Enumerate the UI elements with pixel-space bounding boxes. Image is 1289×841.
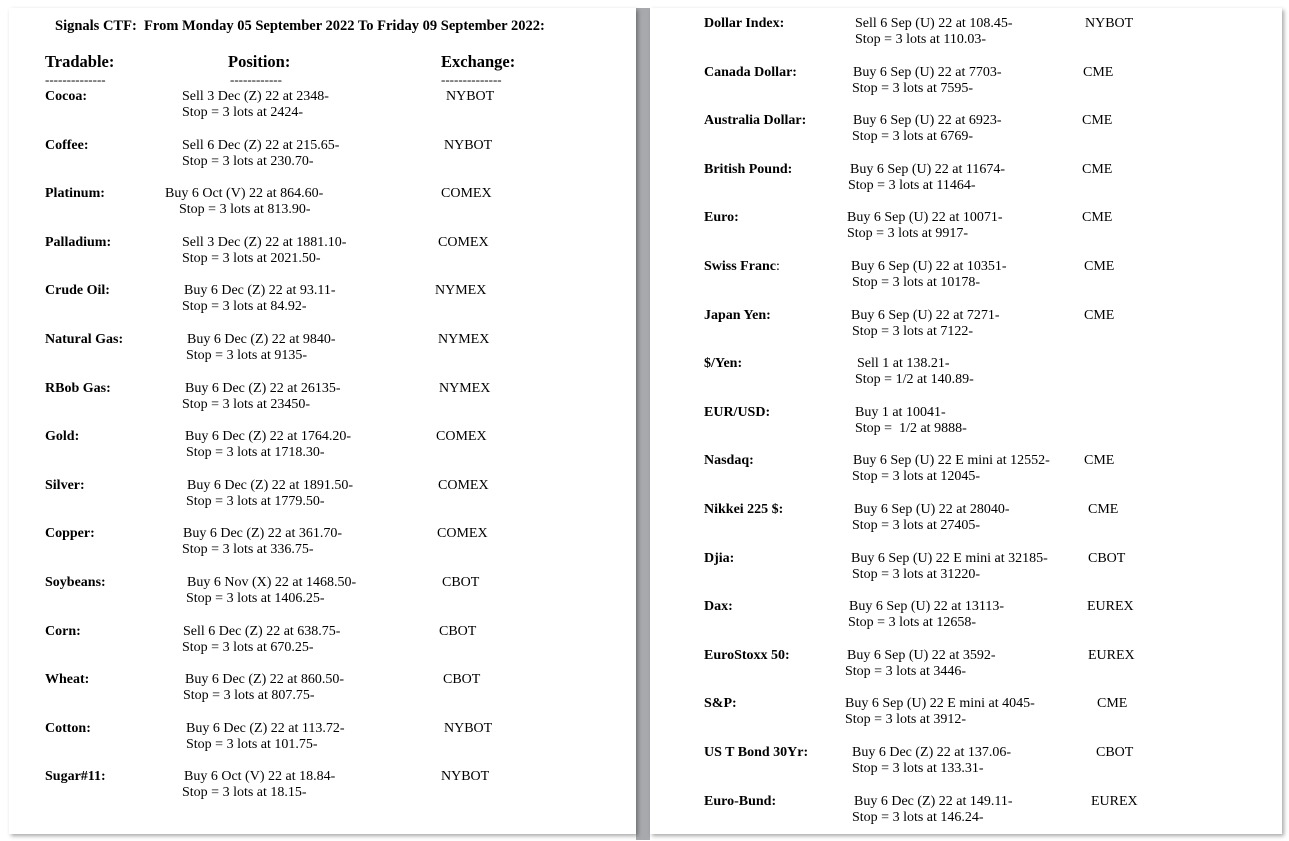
position-entry: Sell 3 Dec (Z) 22 at 2348- <box>182 89 329 104</box>
signal-row <box>650 16 1282 64</box>
exchange-name: CBOT <box>1096 745 1134 760</box>
position-entry: Buy 6 Sep (U) 22 at 6923- <box>853 113 1002 129</box>
exchange-name: CBOT <box>439 623 477 639</box>
signal-row <box>9 769 636 817</box>
position-entry: Buy 6 Dec (Z) 22 at 1891.50- <box>187 477 354 493</box>
tradable-name <box>704 65 797 81</box>
tradable-name-text: Canada Dollar: <box>704 64 797 80</box>
position-entry: Buy 6 Oct (V) 22 at 864.60- <box>165 186 324 202</box>
signal-row <box>9 89 636 137</box>
position-entry: Buy 6 Sep (U) 22 E mini at 12552- <box>853 453 1050 469</box>
position-stop: Stop = 3 lots at 23450- <box>182 396 311 412</box>
position-stop: Stop = 3 lots at 336.75- <box>182 542 314 558</box>
signal-row <box>9 624 636 672</box>
position-entry: Buy 6 Dec (Z) 22 at 149.11- <box>854 793 1013 809</box>
tradable-name-suffix: : <box>775 259 780 274</box>
signal-row <box>650 162 1282 210</box>
signal-row <box>650 65 1282 113</box>
tradable-name <box>45 235 111 251</box>
tradable-name <box>45 721 91 737</box>
exchange-name: NYBOT <box>444 720 493 736</box>
position-stop: Stop = 3 lots at 1779.50- <box>186 493 325 509</box>
document-page-left <box>9 8 636 834</box>
exchange-name: NYBOT <box>1085 16 1134 31</box>
position-entry: Buy 6 Sep (U) 22 E mini at 4045- <box>845 696 1035 712</box>
position-entry: Buy 6 Dec (Z) 22 at 361.70- <box>183 526 343 542</box>
tradable-name <box>704 405 770 421</box>
signal-row <box>9 283 636 331</box>
position-stop: Stop = 3 lots at 3912- <box>845 712 967 728</box>
signal-row <box>650 259 1282 307</box>
exchange-name: EUREX <box>1088 647 1135 663</box>
tradable-name <box>704 502 783 518</box>
tradable-name-text: Crude Oil: <box>45 283 110 299</box>
signal-row <box>9 235 636 283</box>
tradable-name <box>45 138 89 154</box>
position-stop: Stop = 3 lots at 3446- <box>845 663 967 679</box>
exchange-name: NYBOT <box>446 89 495 104</box>
position-stop: Stop = 3 lots at 10178- <box>852 275 981 290</box>
exchange-name: COMEX <box>438 234 489 250</box>
position-entry: Sell 6 Dec (Z) 22 at 638.75- <box>183 623 341 639</box>
exchange-name: CBOT <box>443 672 481 688</box>
tradable-name-text: Palladium: <box>45 234 112 250</box>
exchange-name: COMEX <box>436 429 487 445</box>
document-page-right <box>650 8 1282 834</box>
exchange-name: CBOT <box>1088 550 1126 566</box>
position-entry: Buy 6 Sep (U) 22 at 10071- <box>847 210 1003 226</box>
position-stop: Stop = 1/2 at 140.89- <box>855 372 974 388</box>
signal-row <box>9 721 636 769</box>
tradable-name-text: Djia: <box>704 550 735 566</box>
signal-row <box>9 478 636 526</box>
tradable-name-text: S&P: <box>704 696 737 712</box>
position-stop: Stop = 3 lots at 133.31- <box>852 761 984 776</box>
header-tradable-underline: -------------- <box>45 72 106 87</box>
exchange-name: COMEX <box>437 526 488 542</box>
position-stop: Stop = 3 lots at 84.92- <box>182 299 307 315</box>
position-entry: Sell 6 Sep (U) 22 at 108.45- <box>855 16 1013 31</box>
tradable-name-text: EUR/USD: <box>704 404 771 420</box>
signal-row <box>650 696 1282 744</box>
tradable-name <box>45 381 111 397</box>
page-title: Signals CTF: From Monday 05 September 2022 To Friday 09 September 2022: <box>55 18 545 34</box>
tradable-name <box>704 453 754 469</box>
signal-row <box>9 672 636 720</box>
exchange-name: CME <box>1082 210 1113 226</box>
signal-row <box>650 453 1282 501</box>
signal-row <box>650 648 1282 696</box>
page-gutter <box>636 8 650 840</box>
tradable-name-text: $/Yen: <box>704 356 743 372</box>
signal-row <box>650 745 1282 793</box>
tradable-name-text: Soybeans: <box>45 575 106 590</box>
tradable-name-text: Platinum: <box>45 186 105 202</box>
exchange-name: CME <box>1084 259 1115 274</box>
tradable-name-text: EuroStoxx 50: <box>704 647 790 663</box>
tradable-name-text: Dax: <box>704 599 733 615</box>
position-entry: Sell 1 at 138.21- <box>857 356 950 372</box>
exchange-name: CME <box>1082 113 1113 129</box>
tradable-name <box>704 113 806 129</box>
signal-row <box>650 599 1282 647</box>
position-stop: Stop = 3 lots at 807.75- <box>183 688 315 704</box>
signal-row <box>650 308 1282 356</box>
tradable-name <box>45 672 89 688</box>
position-entry: Sell 6 Dec (Z) 22 at 215.65- <box>182 137 340 153</box>
position-entry: Buy 6 Dec (Z) 22 at 26135- <box>185 380 341 396</box>
position-entry: Buy 6 Sep (U) 22 at 7271- <box>851 307 1000 323</box>
position-stop: Stop = 3 lots at 18.15- <box>182 785 307 801</box>
signal-row <box>9 381 636 429</box>
position-entry: Buy 6 Dec (Z) 22 at 9840- <box>187 332 336 347</box>
tradable-name <box>704 16 784 32</box>
position-stop: Stop = 3 lots at 6769- <box>852 129 974 145</box>
position-entry: Buy 6 Dec (Z) 22 at 93.11- <box>184 283 336 299</box>
exchange-name: CME <box>1084 453 1115 469</box>
position-stop: Stop = 3 lots at 1406.25- <box>186 591 325 606</box>
signal-row <box>9 186 636 234</box>
tradable-name <box>45 186 105 202</box>
exchange-name: CME <box>1084 307 1115 323</box>
position-entry: Buy 6 Dec (Z) 22 at 1764.20- <box>185 429 352 445</box>
tradable-name <box>45 478 85 494</box>
tradable-name-text: Wheat: <box>45 672 90 688</box>
position-stop: Stop = 3 lots at 2424- <box>182 105 304 120</box>
signal-row <box>650 794 1282 834</box>
signal-row <box>9 332 636 380</box>
exchange-name: CME <box>1097 696 1128 712</box>
position-entry: Buy 6 Sep (U) 22 at 3592- <box>847 647 996 663</box>
exchange-name: NYBOT <box>441 769 490 785</box>
signal-row <box>9 526 636 574</box>
position-entry: Buy 6 Sep (U) 22 E mini at 32185- <box>851 550 1048 566</box>
header-exchange-underline: -------------- <box>441 72 502 87</box>
position-entry: Buy 6 Sep (U) 22 at 10351- <box>851 259 1007 274</box>
exchange-name: NYMEX <box>438 332 490 347</box>
position-stop: Stop = 3 lots at 7595- <box>852 80 974 96</box>
tradable-name <box>704 696 737 712</box>
tradable-name-text: Cotton: <box>45 720 91 736</box>
tradable-name-text: Swiss Franc <box>704 259 776 274</box>
tradable-name <box>45 526 95 542</box>
tradable-name <box>704 210 739 226</box>
position-stop: Stop = 1/2 at 9888- <box>855 420 967 436</box>
tradable-name <box>704 648 790 664</box>
signal-row <box>9 575 636 623</box>
tradable-name <box>45 769 106 785</box>
signal-row <box>650 210 1282 258</box>
tradable-name-text: Nikkei 225 $: <box>704 502 784 517</box>
position-stop: Stop = 3 lots at 11464- <box>848 177 976 193</box>
tradable-name <box>704 308 771 324</box>
tradable-name-text: British Pound: <box>704 161 793 177</box>
tradable-name <box>45 332 123 348</box>
exchange-name: NYMEX <box>435 283 487 299</box>
position-entry: Buy 6 Oct (V) 22 at 18.84- <box>184 769 336 785</box>
tradable-name <box>704 599 733 615</box>
tradable-name-text: Dollar Index: <box>704 16 785 31</box>
position-entry: Buy 6 Sep (U) 22 at 11674- <box>850 161 1006 177</box>
header-position: Position: <box>228 52 291 71</box>
signal-row <box>650 502 1282 550</box>
tradable-name-text: Cocoa: <box>45 89 87 104</box>
tradable-name-text: Euro: <box>704 210 739 226</box>
tradable-name-text: Sugar#11: <box>45 769 106 785</box>
tradable-name-text: RBob Gas: <box>45 380 111 396</box>
exchange-name: CBOT <box>442 575 480 590</box>
position-entry: Buy 1 at 10041- <box>855 404 946 420</box>
position-stop: Stop = 3 lots at 27405- <box>852 518 981 533</box>
tradable-name-text: Copper: <box>45 526 95 542</box>
position-stop: Stop = 3 lots at 7122- <box>852 323 974 339</box>
position-stop: Stop = 3 lots at 230.70- <box>182 153 314 169</box>
tradable-name-text: Coffee: <box>45 137 89 153</box>
tradable-name-text: Japan Yen: <box>704 307 771 323</box>
tradable-name-text: Natural Gas: <box>45 332 124 347</box>
position-stop: Stop = 3 lots at 2021.50- <box>182 250 321 266</box>
position-stop: Stop = 3 lots at 1718.30- <box>186 445 325 461</box>
position-stop: Stop = 3 lots at 101.75- <box>186 736 318 752</box>
position-entry: Buy 6 Dec (Z) 22 at 860.50- <box>185 672 345 688</box>
tradable-name <box>45 575 106 591</box>
tradable-name-text: Corn: <box>45 623 81 639</box>
signal-row <box>650 405 1282 453</box>
tradable-name-text: Gold: <box>45 429 80 445</box>
tradable-name <box>704 162 792 178</box>
header-exchange: Exchange: <box>441 52 516 71</box>
tradable-name <box>45 89 87 105</box>
position-entry: Buy 6 Sep (U) 22 at 7703- <box>853 64 1002 80</box>
exchange-name: EUREX <box>1087 599 1134 615</box>
exchange-name: CME <box>1082 161 1113 177</box>
tradable-name-text: US T Bond 30Yr: <box>704 745 809 760</box>
exchange-name: NYMEX <box>439 380 491 396</box>
exchange-name: CME <box>1088 502 1119 517</box>
exchange-name: EUREX <box>1091 793 1138 809</box>
position-entry: Buy 6 Sep (U) 22 at 28040- <box>854 502 1010 517</box>
tradable-name <box>704 356 742 372</box>
signal-row <box>650 551 1282 599</box>
exchange-name: COMEX <box>438 477 489 493</box>
position-entry: Buy 6 Dec (Z) 22 at 137.06- <box>852 745 1012 760</box>
exchange-name: CME <box>1083 64 1114 80</box>
position-stop: Stop = 3 lots at 110.03- <box>855 32 987 47</box>
tradable-name <box>704 259 780 275</box>
tradable-name <box>45 283 110 299</box>
tradable-name-text: Nasdaq: <box>704 453 754 469</box>
position-stop: Stop = 3 lots at 12045- <box>852 469 981 485</box>
position-entry: Buy 6 Sep (U) 22 at 13113- <box>849 599 1005 615</box>
signal-row <box>650 113 1282 161</box>
position-entry: Buy 6 Dec (Z) 22 at 113.72- <box>186 720 345 736</box>
header-tradable: Tradable: <box>45 52 115 71</box>
position-stop: Stop = 3 lots at 670.25- <box>182 639 314 655</box>
signal-row <box>9 429 636 477</box>
tradable-name <box>704 745 808 761</box>
position-stop: Stop = 3 lots at 9135- <box>186 348 308 363</box>
tradable-name <box>45 624 81 640</box>
exchange-name: NYBOT <box>444 137 493 153</box>
signal-row <box>9 138 636 186</box>
position-entry: Buy 6 Nov (X) 22 at 1468.50- <box>187 575 357 590</box>
tradable-name-text: Silver: <box>45 477 85 493</box>
position-stop: Stop = 3 lots at 146.24- <box>852 809 984 825</box>
tradable-name <box>45 429 79 445</box>
position-stop: Stop = 3 lots at 9917- <box>847 226 969 242</box>
position-stop: Stop = 3 lots at 31220- <box>852 566 981 582</box>
tradable-name-text: Australia Dollar: <box>704 113 807 129</box>
signal-row <box>650 356 1282 404</box>
header-position-underline: ------------ <box>230 72 282 87</box>
position-stop: Stop = 3 lots at 12658- <box>848 615 977 631</box>
tradable-name-text: Euro-Bund: <box>704 793 777 809</box>
tradable-name <box>704 794 776 810</box>
exchange-name: COMEX <box>441 186 492 202</box>
tradable-name <box>704 551 734 567</box>
position-stop: Stop = 3 lots at 813.90- <box>179 202 311 218</box>
position-entry: Sell 3 Dec (Z) 22 at 1881.10- <box>182 234 347 250</box>
